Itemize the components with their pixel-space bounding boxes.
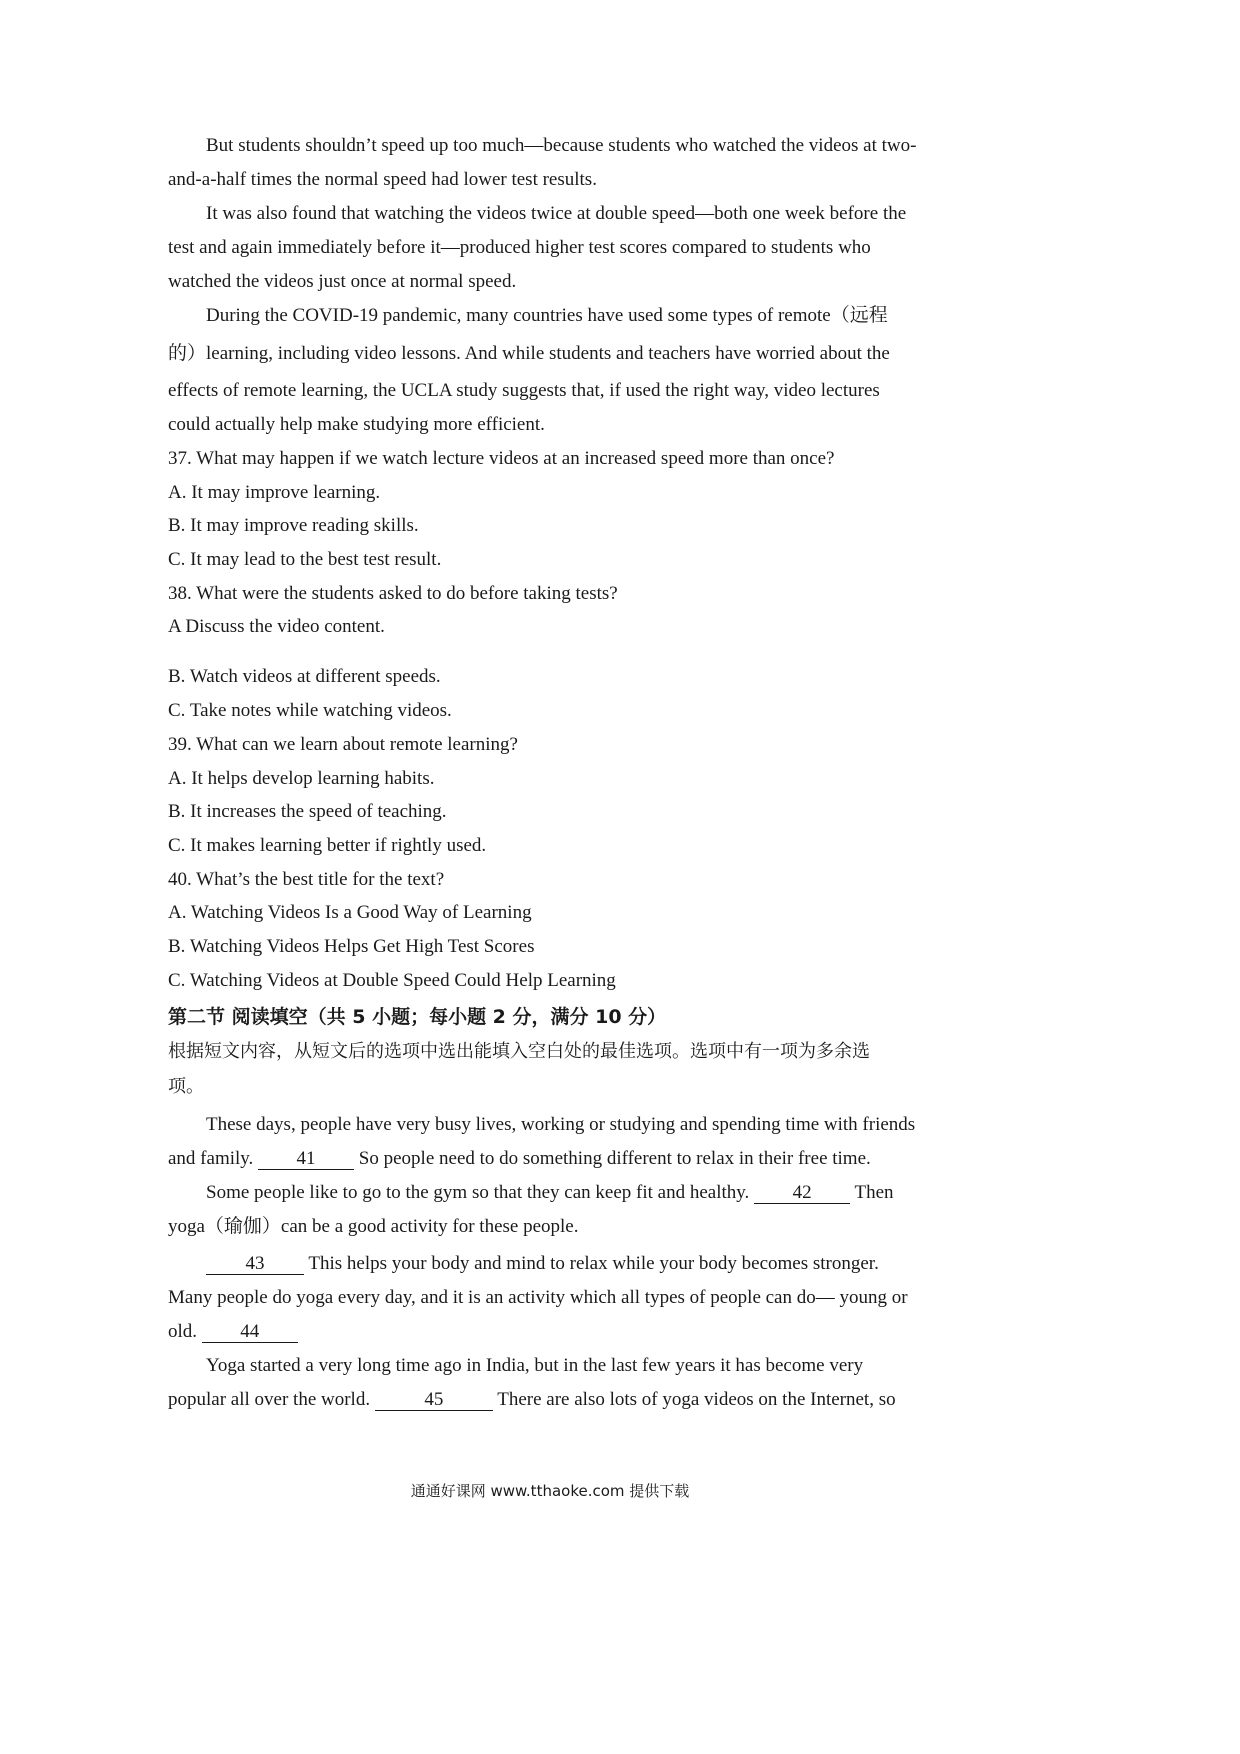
answer-option: C. It makes learning better if rightly used. — [168, 835, 487, 856]
cloze-text: So people need to do something different to relax in their free time. — [354, 1148, 871, 1169]
cloze-text: Then — [850, 1182, 894, 1203]
answer-option: B. Watch videos at different speeds. — [168, 666, 441, 687]
passage-line: It was also found that watching the videos twice at double speed—both one week before the — [206, 203, 907, 224]
cloze-line: yoga（瑜伽）can be a good activity for these people. — [168, 1216, 579, 1237]
answer-option: C. It may lead to the best test result. — [168, 549, 442, 570]
answer-option: A Discuss the video content. — [168, 616, 385, 637]
page-footer: 通通好课网 www.tthaoke.com 提供下载 — [410, 1482, 690, 1500]
blank-45: 45 — [375, 1390, 493, 1411]
cloze-line: Yoga started a very long time ago in India, but in the last few years it has become very — [206, 1355, 864, 1376]
cloze-line — [168, 1388, 896, 1412]
blank-41: 41 — [258, 1149, 354, 1170]
blank-42: 42 — [754, 1183, 850, 1204]
answer-option: B. Watching Videos Helps Get High Test Scores — [168, 936, 535, 957]
answer-option: A. It may improve learning. — [168, 482, 381, 503]
passage-line: During the COVID-19 pandemic, many countries have used some types of remote（远程 — [206, 305, 888, 326]
passage-line: watched the videos just once at normal speed. — [168, 271, 517, 292]
answer-option: A. Watching Videos Is a Good Way of Learning — [168, 902, 532, 923]
section-heading: 第二节 阅读填空（共 5 小题；每小题 2 分，满分 10 分） — [168, 1006, 667, 1028]
answer-option: B. It may improve reading skills. — [168, 515, 419, 536]
cloze-text: Some people like to go to the gym so that they can keep fit and healthy. — [206, 1182, 755, 1203]
cloze-text: old. — [168, 1321, 202, 1342]
cloze-text: This helps your body and mind to relax while your body becomes stronger. — [304, 1253, 879, 1274]
question-stem: 39. What can we learn about remote learning? — [168, 734, 518, 755]
cloze-text: popular all over the world. — [168, 1389, 375, 1410]
question-stem: 38. What were the students asked to do before taking tests? — [168, 583, 618, 604]
blank-44: 44 — [202, 1322, 298, 1343]
passage-line: But students shouldn’t speed up too much—because students who watched the videos at two- — [206, 135, 917, 156]
passage-line: effects of remote learning, the UCLA study suggests that, if used the right way, video lectures — [168, 380, 880, 401]
cloze-line — [168, 1147, 871, 1171]
cloze-line: These days, people have very busy lives, working or studying and spending time with friends — [206, 1114, 916, 1135]
cloze-line: Many people do yoga every day, and it is an activity which all types of people can do— young or — [168, 1287, 908, 1308]
cloze-line — [206, 1181, 894, 1205]
passage-line: 的）learning, including video lessons. And while students and teachers have worried about the — [168, 343, 890, 364]
passage-line: could actually help make studying more efficient. — [168, 414, 545, 435]
section-instruction: 项。 — [168, 1076, 204, 1097]
question-stem: 40. What’s the best title for the text? — [168, 869, 445, 890]
passage-line: and-a-half times the normal speed had lower test results. — [168, 169, 597, 190]
answer-option: C. Watching Videos at Double Speed Could Help Learning — [168, 970, 616, 991]
question-stem: 37. What may happen if we watch lecture videos at an increased speed more than once? — [168, 448, 835, 469]
cloze-line — [168, 1320, 298, 1344]
answer-option: A. It helps develop learning habits. — [168, 768, 435, 789]
passage-line: test and again immediately before it—produced higher test scores compared to students who — [168, 237, 871, 258]
cloze-line — [206, 1252, 879, 1276]
cloze-text: There are also lots of yoga videos on the Internet, so — [492, 1389, 896, 1410]
answer-option: B. It increases the speed of teaching. — [168, 801, 447, 822]
section-instruction: 根据短文内容，从短文后的选项中选出能填入空白处的最佳选项。选项中有一项为多余选 — [168, 1041, 870, 1062]
answer-option: C. Take notes while watching videos. — [168, 700, 452, 721]
blank-43: 43 — [206, 1254, 304, 1275]
cloze-text: and family. — [168, 1148, 259, 1169]
